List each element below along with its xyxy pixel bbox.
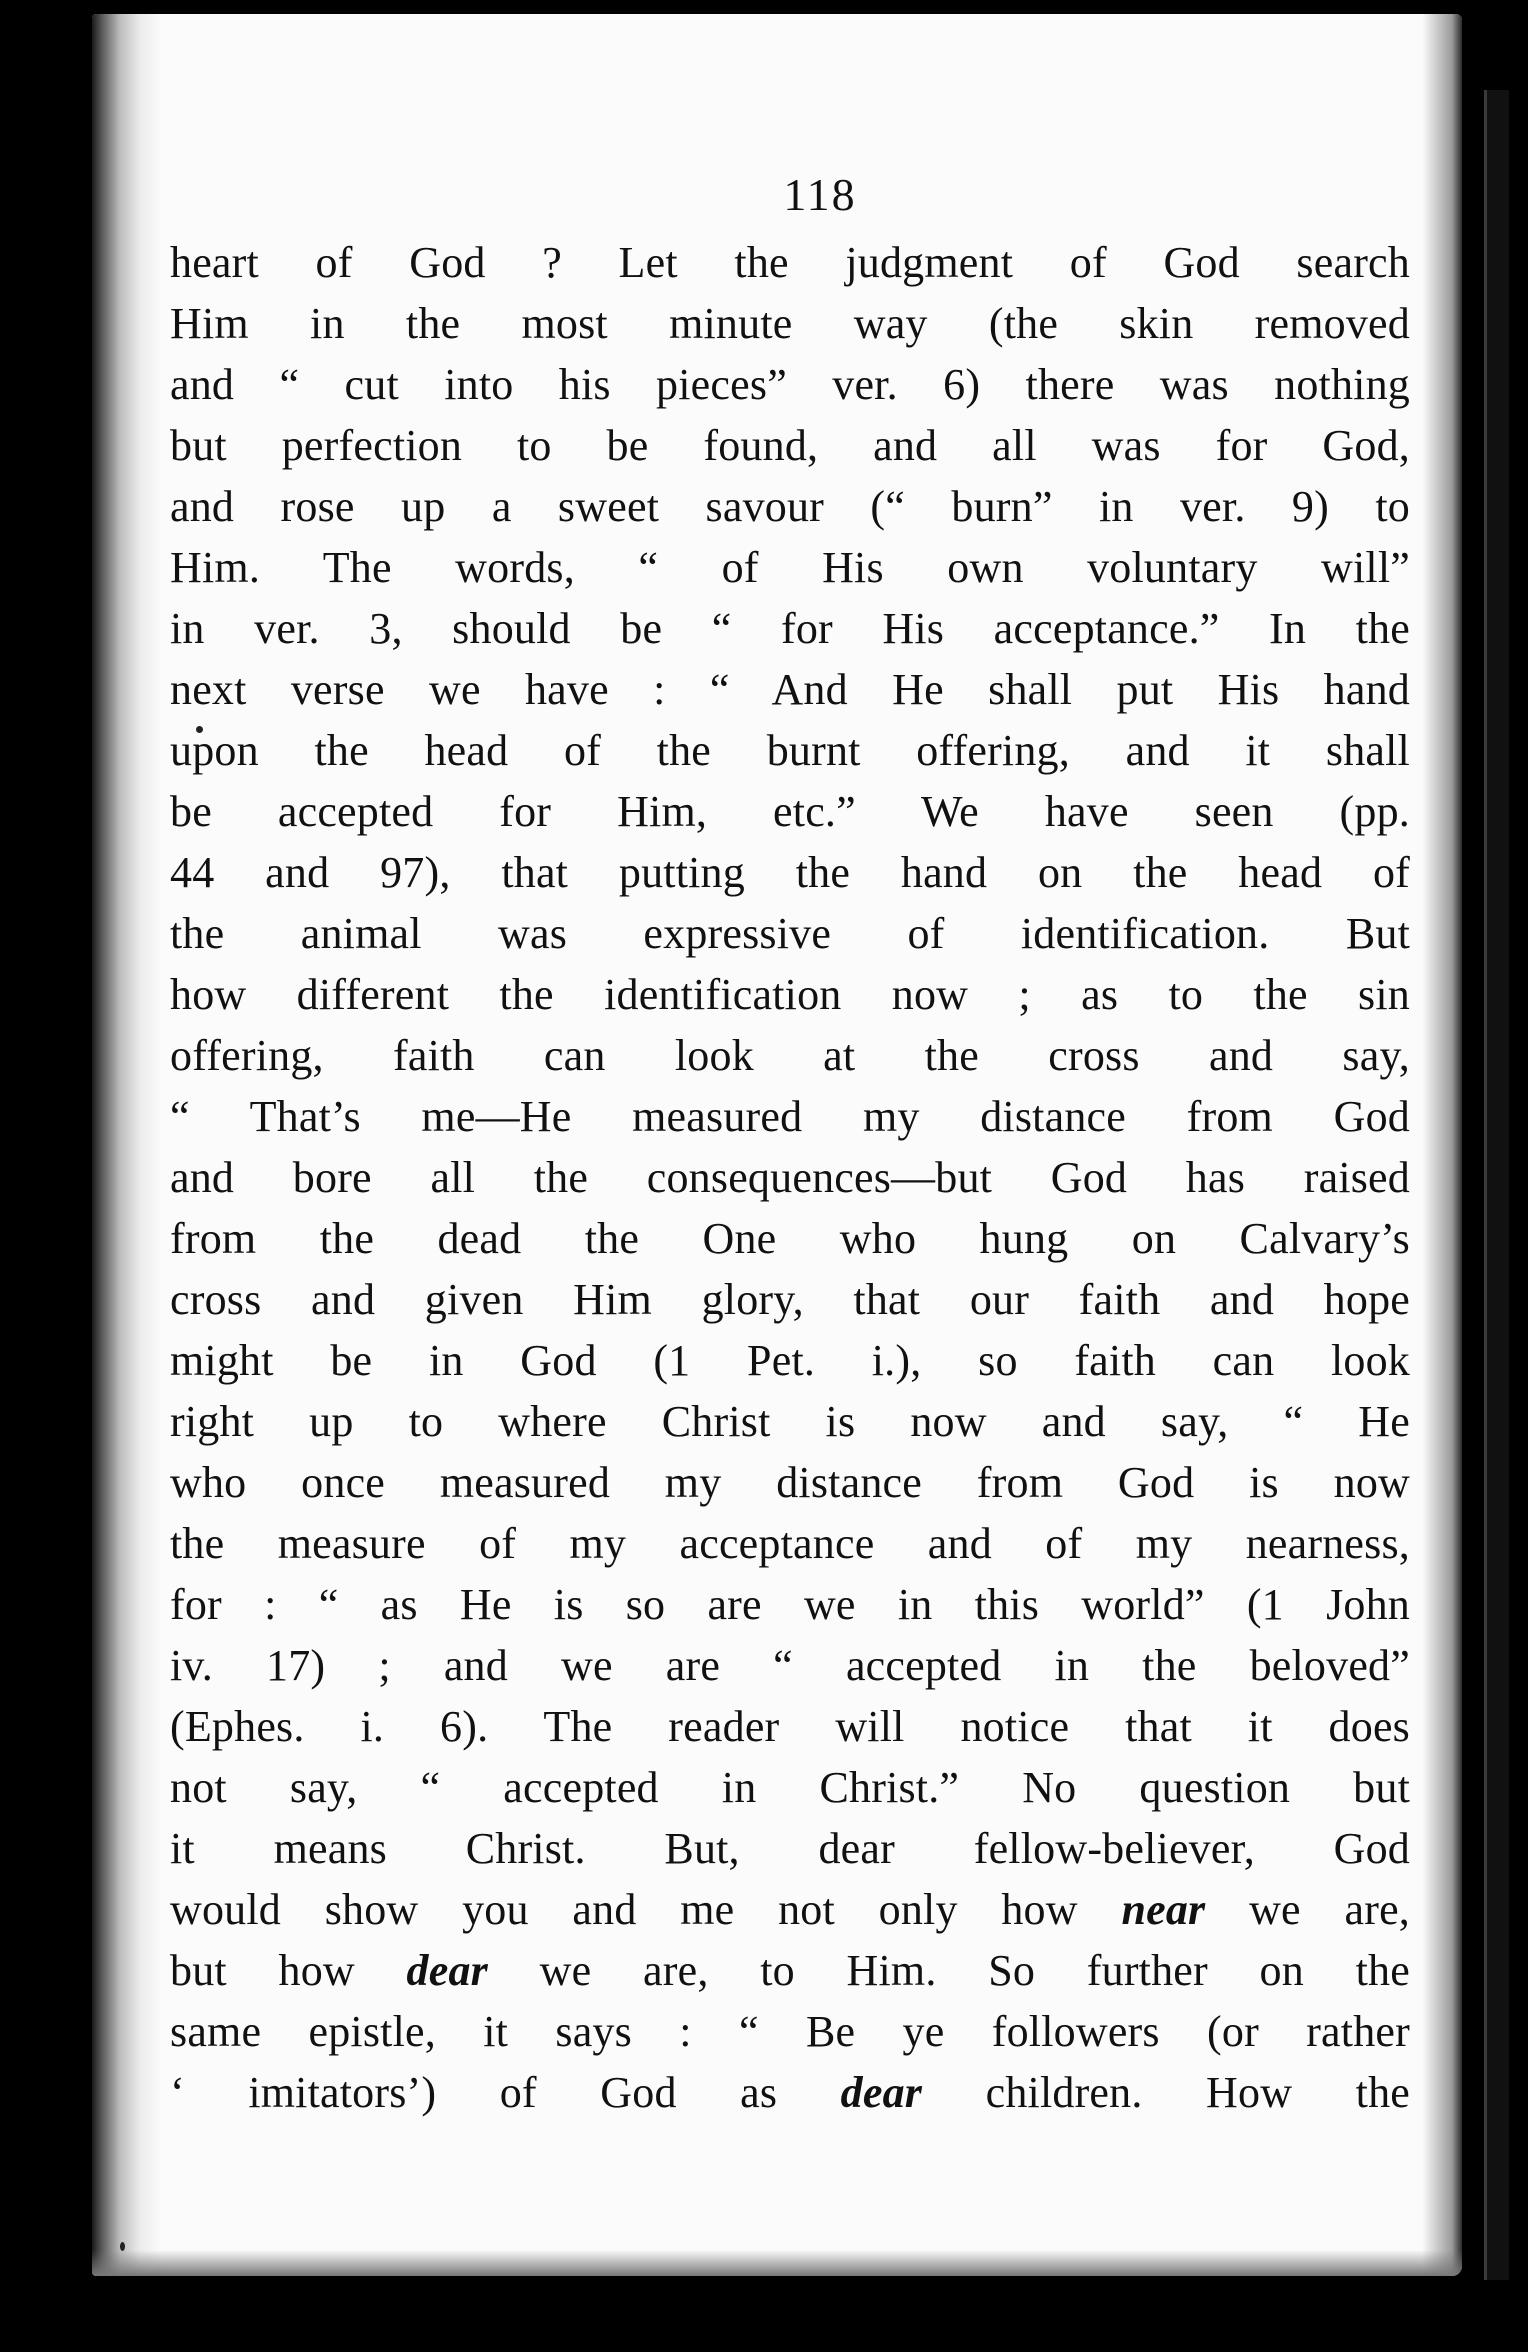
- print-speck: [120, 2242, 125, 2251]
- text-run: not say, “ accepted in Christ.” No question but: [170, 1763, 1410, 1812]
- text-line: [170, 1391, 1410, 1452]
- text-line: [170, 659, 1410, 720]
- text-line: [170, 1086, 1410, 1147]
- text-line: [170, 2001, 1410, 2062]
- text-line: [170, 1879, 1410, 1940]
- emphasized-word: dear: [840, 2068, 923, 2117]
- emphasized-word: near: [1121, 1885, 1206, 1934]
- text-line: [170, 903, 1410, 964]
- text-run: next verse we have : “ And He shall put His hand: [170, 665, 1410, 714]
- text-line: [170, 354, 1410, 415]
- text-run: offering, faith can look at the cross and say,: [170, 1031, 1410, 1080]
- text-run: would show you and me not only how: [170, 1885, 1122, 1934]
- text-run: upon the head of the burnt offering, and it shall: [170, 726, 1410, 775]
- text-run: the animal was expressive of identification. But: [170, 909, 1410, 958]
- text-line: [170, 1513, 1410, 1574]
- text-run: we are, to Him. So further on the: [488, 1946, 1410, 1995]
- emphasized-word: dear: [406, 1946, 488, 1995]
- text-run: who once measured my distance from God is now: [170, 1458, 1410, 1507]
- text-line: [170, 537, 1410, 598]
- text-run: 44 and 97), that putting the hand on the head of: [170, 848, 1410, 897]
- text-run: in ver. 3, should be “ for His acceptance.” In the: [170, 604, 1410, 653]
- text-run: how different the identification now ; as to the sin: [170, 970, 1410, 1019]
- text-run: “ That’s me—He measured my distance from God: [170, 1092, 1410, 1141]
- text-run: right up to where Christ is now and say, “ He: [170, 1397, 1410, 1446]
- text-run: be accepted for Him, etc.” We have seen (pp.: [170, 787, 1410, 836]
- text-line: [170, 2062, 1410, 2123]
- text-line: [170, 1696, 1410, 1757]
- text-line: [170, 781, 1410, 842]
- text-run: from the dead the One who hung on Calvary’s: [170, 1214, 1410, 1263]
- text-line: [170, 1818, 1410, 1879]
- text-run: for : “ as He is so are we in this world” (1 John: [170, 1580, 1410, 1629]
- text-run: Him in the most minute way (the skin removed: [170, 299, 1410, 348]
- facing-page-edge: [1484, 90, 1509, 2280]
- text-run: and “ cut into his pieces” ver. 6) there was nothing: [170, 360, 1410, 409]
- text-run: it means Christ. But, dear fellow-believer, God: [170, 1824, 1410, 1873]
- text-run: iv. 17) ; and we are “ accepted in the beloved”: [170, 1641, 1410, 1690]
- page-bottom-shadow: [92, 2250, 1462, 2276]
- gutter-shadow: [92, 14, 162, 2276]
- text-line: [170, 1269, 1410, 1330]
- text-run: Him. The words, “ of His own voluntary will”: [170, 543, 1410, 592]
- text-line: [170, 1635, 1410, 1696]
- text-run: might be in God (1 Pet. i.), so faith can look: [170, 1336, 1410, 1385]
- text-line: [170, 1147, 1410, 1208]
- text-run: same epistle, it says : “ Be ye followers (or rather: [170, 2007, 1410, 2056]
- body-text: [170, 232, 1410, 2123]
- text-run: (Ephes. i. 6). The reader will notice that it does: [170, 1702, 1410, 1751]
- text-line: [170, 720, 1410, 781]
- text-line: [170, 1940, 1410, 2001]
- text-line: [170, 842, 1410, 903]
- text-run: but perfection to be found, and all was for God,: [170, 421, 1410, 470]
- text-line: [170, 1025, 1410, 1086]
- page-number: 118: [783, 169, 857, 220]
- page-edge-shadow: [1422, 14, 1462, 2276]
- text-run: we are,: [1205, 1885, 1410, 1934]
- text-line: [170, 293, 1410, 354]
- text-line: [170, 1208, 1410, 1269]
- text-run: but how: [170, 1946, 407, 1995]
- text-run: children. How the: [922, 2068, 1411, 2117]
- text-line: [170, 232, 1410, 293]
- text-line: [170, 1574, 1410, 1635]
- text-line: [170, 476, 1410, 537]
- text-run: and rose up a sweet savour (“ burn” in ver. 9) to: [170, 482, 1410, 531]
- text-line: [170, 1330, 1410, 1391]
- text-line: [170, 1452, 1410, 1513]
- text-run: and bore all the consequences—but God has raised: [170, 1153, 1410, 1202]
- text-line: [170, 964, 1410, 1025]
- text-line: [170, 1757, 1410, 1818]
- text-line: [170, 415, 1410, 476]
- text-run: heart of God ? Let the judgment of God search: [170, 238, 1410, 287]
- text-run: the measure of my acceptance and of my nearness,: [170, 1519, 1410, 1568]
- text-run: cross and given Him glory, that our faith and hope: [170, 1275, 1410, 1324]
- text-line: [170, 598, 1410, 659]
- text-run: ‘ imitators’) of God as: [170, 2068, 841, 2117]
